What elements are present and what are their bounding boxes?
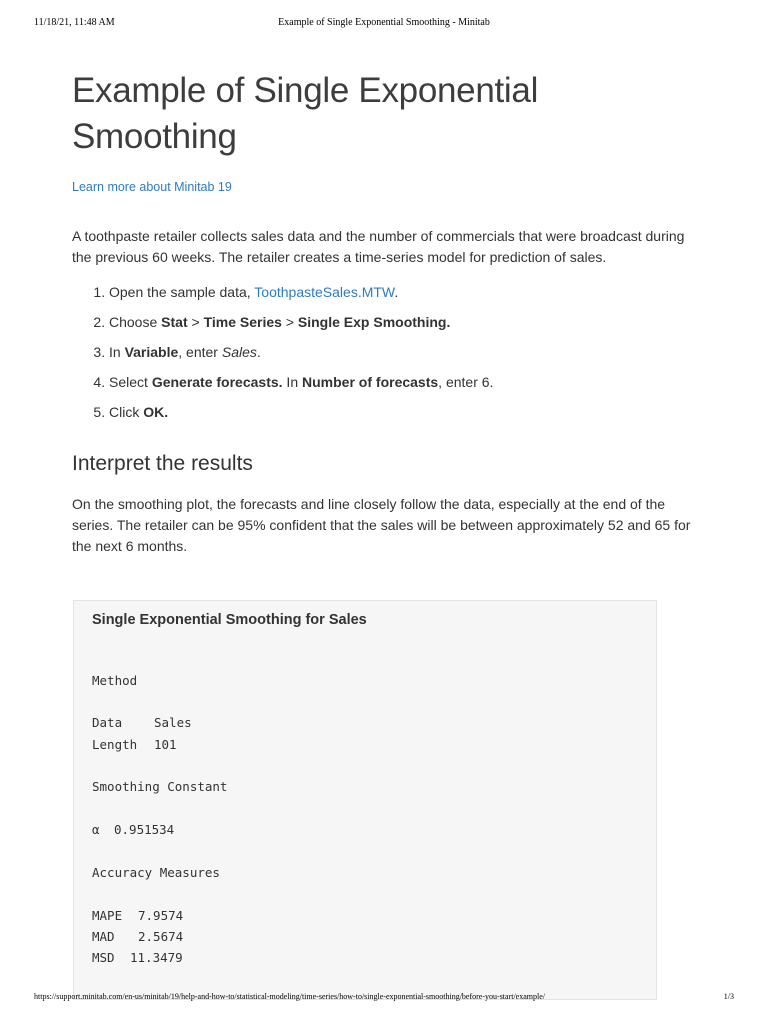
article xyxy=(72,68,692,557)
print-header xyxy=(34,17,734,33)
alpha-row xyxy=(92,819,174,841)
msd-label: MSD xyxy=(92,950,115,965)
mad-value: 2.5674 xyxy=(138,929,184,944)
menu-single-exp-smoothing: Single Exp Smoothing. xyxy=(297,314,451,330)
length-row xyxy=(92,734,177,756)
ok-label: OK. xyxy=(143,404,169,420)
generate-forecasts-label: Generate forecasts. xyxy=(151,374,283,390)
step-5-text: Click xyxy=(109,404,144,420)
session-output-box xyxy=(73,600,657,1000)
step-3-mid: , enter xyxy=(178,344,222,360)
print-footer xyxy=(34,992,734,1008)
length-value: 101 xyxy=(154,737,177,752)
data-value: Sales xyxy=(154,715,192,730)
step-4-text: Select xyxy=(109,374,152,390)
accuracy-header: Accuracy Measures xyxy=(92,865,220,880)
length-label: Length xyxy=(92,737,138,752)
mad-label: MAD xyxy=(92,929,115,944)
menu-time-series: Time Series xyxy=(203,314,282,330)
print-doc-title: Example of Single Exponential Smoothing - Minitab xyxy=(278,17,490,28)
mape-row xyxy=(92,905,183,927)
print-url: https://support.minitab.com/en-us/minitab/19/help-and-how-to/statistical-modeling/time-series/how-to/single-exponential-smoothing/before-you-start/example/ xyxy=(34,992,546,1001)
results-heading: Interpret the results xyxy=(72,452,253,475)
page-title: Example of Single Exponential Smoothing xyxy=(72,71,539,156)
step-2 xyxy=(109,312,692,332)
msd-row xyxy=(92,947,183,969)
sales-variable: Sales xyxy=(221,344,257,360)
menu-stat: Stat xyxy=(161,314,188,330)
print-datetime: 11/18/21, 11:48 AM xyxy=(34,17,115,28)
menu-separator-2: > xyxy=(281,314,298,330)
alpha-label: α xyxy=(92,822,100,837)
step-1 xyxy=(109,282,692,302)
step-4 xyxy=(109,372,692,392)
number-of-forecasts-label: Number of forecasts xyxy=(302,374,439,390)
step-3 xyxy=(109,342,692,362)
sample-data-link[interactable]: ToothpasteSales.MTW xyxy=(254,284,395,300)
step-5 xyxy=(109,402,692,422)
output-title: Single Exponential Smoothing for Sales xyxy=(92,612,367,628)
mape-value: 7.9574 xyxy=(138,908,184,923)
results-paragraph: On the smoothing plot, the forecasts and line closely follow the data, especially at the end of the series. The retailer can be 95% confident that the sales will be between approximately 52 and 65 for the next 6 months. xyxy=(72,496,691,554)
step-1-end: . xyxy=(394,284,399,300)
print-page-number: 1/3 xyxy=(723,992,734,1001)
mape-label: MAPE xyxy=(92,908,123,923)
menu-separator-1: > xyxy=(187,314,204,330)
learn-more-link[interactable]: Learn more about Minitab 19 xyxy=(72,180,232,194)
step-3-end: . xyxy=(256,344,261,360)
steps-list xyxy=(72,282,692,422)
step-4-mid: In xyxy=(282,374,303,390)
msd-value: 11.3479 xyxy=(130,950,183,965)
variable-label: Variable xyxy=(124,344,179,360)
step-2-text: Choose xyxy=(109,314,162,330)
alpha-value: 0.951534 xyxy=(114,822,175,837)
method-header: Method xyxy=(92,673,138,688)
step-3-text: In xyxy=(109,344,125,360)
step-4-end: , enter 6. xyxy=(438,374,494,390)
data-label: Data xyxy=(92,715,123,730)
step-1-text: Open the sample data, xyxy=(109,284,255,300)
smoothing-header: Smoothing Constant xyxy=(92,779,228,794)
mad-row xyxy=(92,926,183,948)
data-row xyxy=(92,712,192,734)
intro-paragraph: A toothpaste retailer collects sales data and the number of commercials that were broadcast during the previous 60 weeks. The retailer creates a time-series model for prediction of sales. xyxy=(72,228,685,265)
